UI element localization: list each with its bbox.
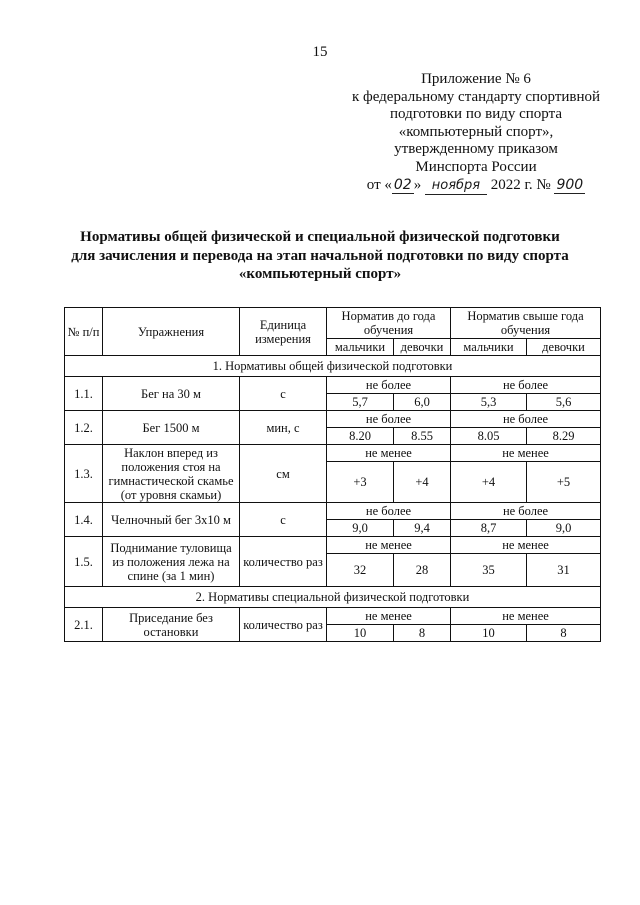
value-cell: 8 [394, 625, 451, 642]
table-row [65, 411, 601, 428]
header-girls-2: девочки [527, 339, 601, 356]
value-cell: +3 [327, 462, 394, 503]
order-date-line [330, 177, 622, 196]
appendix-line: подготовки по виду спорта [390, 106, 562, 123]
row-number: 1.3. [65, 445, 103, 503]
value-cell: 8.29 [527, 428, 601, 445]
table-row [65, 503, 601, 520]
header-boys-2: мальчики [451, 339, 527, 356]
value-cell: 5,6 [527, 394, 601, 411]
heading-line: Нормативы общей физической и специальной физической подготовки [80, 229, 560, 245]
date-prefix: от « [366, 176, 392, 193]
condition-group-2: не более [451, 377, 601, 394]
value-cell: +5 [527, 462, 601, 503]
row-number: 1.5. [65, 537, 103, 587]
appendix-line: Минспорта России [415, 158, 537, 175]
row-unit: с [240, 377, 327, 411]
page-number: 15 [312, 44, 328, 60]
section-title: 2. Нормативы специальной физической подготовки [65, 587, 601, 608]
row-exercise: Челночный бег 3х10 м [103, 503, 240, 537]
row-exercise: Наклон вперед из положения стоя на гимнастической скамье (от уровня скамьи) [103, 445, 240, 503]
value-cell: 9,0 [527, 520, 601, 537]
handwritten-month: ноября [425, 177, 487, 196]
header-exercise: Упражнения [103, 308, 240, 356]
value-cell: +4 [451, 462, 527, 503]
appendix-block [330, 71, 622, 195]
date-mid: » [413, 176, 422, 193]
condition-group-1: не менее [327, 608, 451, 625]
value-cell: 8.05 [451, 428, 527, 445]
table-row [65, 537, 601, 554]
heading-line: для зачисления и перевода на этап начальной подготовки по виду спорта [71, 247, 569, 264]
value-cell: 8.20 [327, 428, 394, 445]
document-heading [20, 228, 620, 284]
condition-group-1: не менее [327, 445, 451, 462]
value-cell: 6,0 [394, 394, 451, 411]
condition-group-2: не менее [451, 537, 601, 554]
value-cell: 28 [394, 554, 451, 587]
norms-table [64, 307, 601, 642]
condition-group-1: не менее [327, 537, 451, 554]
row-exercise: Приседание без остановки [103, 608, 240, 642]
row-number: 1.2. [65, 411, 103, 445]
table-row [65, 445, 601, 462]
row-number: 1.4. [65, 503, 103, 537]
value-cell: 5,7 [327, 394, 394, 411]
condition-group-1: не более [327, 377, 451, 394]
row-number: 2.1. [65, 608, 103, 642]
value-cell: +4 [394, 462, 451, 503]
handwritten-day: 02 [393, 176, 412, 193]
condition-group-2: не менее [451, 445, 601, 462]
row-exercise: Бег 1500 м [103, 411, 240, 445]
value-cell: 8.55 [394, 428, 451, 445]
section-row [65, 356, 601, 377]
row-unit: см [240, 445, 327, 503]
value-cell: 31 [527, 554, 601, 587]
appendix-line: Приложение № 6 [421, 71, 531, 87]
header-girls-1: девочки [394, 339, 451, 356]
value-cell: 8,7 [451, 520, 527, 537]
section-title: 1. Нормативы общей физической подготовки [65, 356, 601, 377]
value-cell: 32 [327, 554, 394, 587]
appendix-line: к федеральному стандарту спортивной [351, 88, 601, 105]
condition-group-1: не более [327, 503, 451, 520]
value-cell: 35 [451, 554, 527, 587]
condition-group-2: не более [451, 411, 601, 428]
value-cell: 5,3 [451, 394, 527, 411]
condition-group-2: не менее [451, 608, 601, 625]
table-row [65, 377, 601, 394]
section-row [65, 587, 601, 608]
row-unit: количество раз [240, 608, 327, 642]
appendix-line: утвержденному приказом [394, 141, 558, 158]
header-group-2: Норматив свыше года обучения [451, 308, 601, 339]
row-exercise: Бег на 30 м [103, 377, 240, 411]
condition-group-1: не более [327, 411, 451, 428]
row-unit: с [240, 503, 327, 537]
row-exercise: Поднимание туловища из положения лежа на спине (за 1 мин) [103, 537, 240, 587]
value-cell: 9,4 [394, 520, 451, 537]
row-unit: мин, с [240, 411, 327, 445]
value-cell: 9,0 [327, 520, 394, 537]
value-cell: 10 [451, 625, 527, 642]
table-row [65, 608, 601, 625]
date-year: 2022 г. № [490, 176, 551, 193]
header-num: № п/п [65, 308, 103, 356]
value-cell: 8 [527, 625, 601, 642]
row-unit: количество раз [240, 537, 327, 587]
header-group-1: Норматив до года обучения [327, 308, 451, 339]
row-number: 1.1. [65, 377, 103, 411]
header-unit: Единица измерения [240, 308, 327, 356]
header-boys-1: мальчики [327, 339, 394, 356]
heading-line: «компьютерный спорт» [238, 266, 402, 282]
table-header-row [65, 308, 601, 339]
handwritten-order-number: 900 [556, 176, 584, 193]
condition-group-2: не более [451, 503, 601, 520]
appendix-line: «компьютерный спорт», [398, 123, 554, 140]
value-cell: 10 [327, 625, 394, 642]
